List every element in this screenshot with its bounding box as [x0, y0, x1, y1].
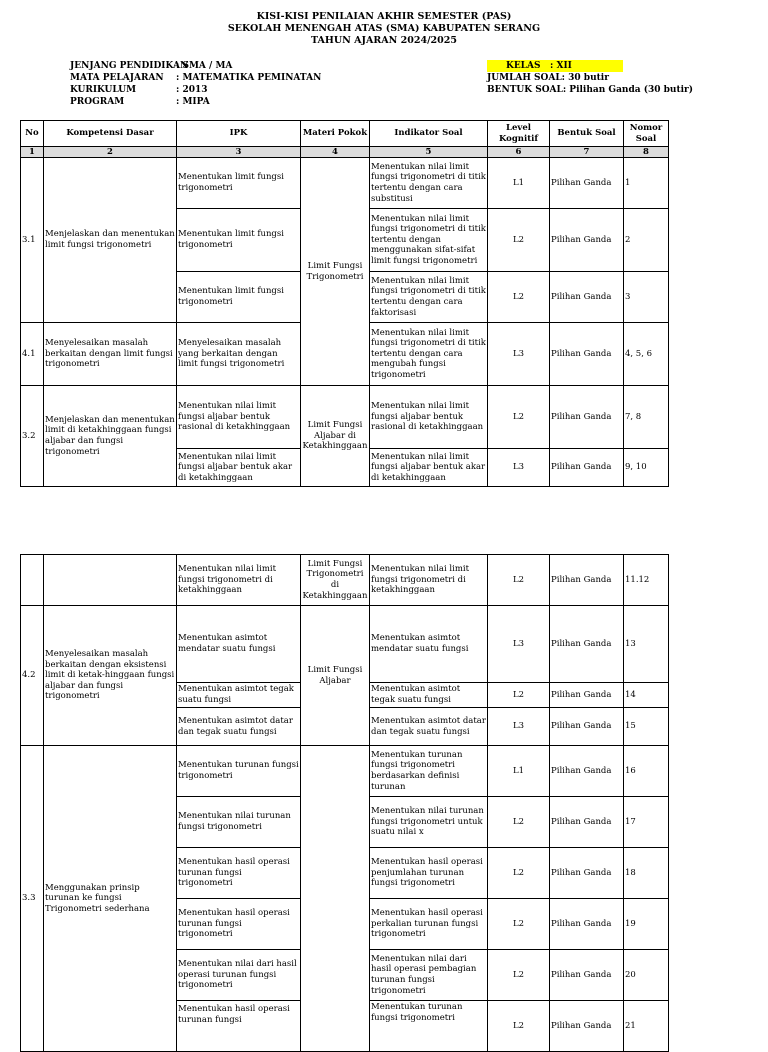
meta-value-jenjang: : SMA / MA [176, 61, 233, 71]
indikator-cell: Menentukan hasil operasi perkalian turunan fungsi trigonometri [370, 899, 488, 950]
kd-text-continued [44, 555, 177, 606]
kisi-table-part-2 [20, 554, 669, 1052]
colnum-7: 7 [550, 147, 624, 158]
meta-label-mapel: MATA PELAJARAN [70, 73, 164, 83]
header-ipk: IPK [177, 121, 301, 147]
ipk-cell: Menentukan nilai turunan fungsi trigonometri [177, 797, 301, 848]
kd-code: 3.1 [21, 158, 44, 323]
level-cell: L2 [488, 1001, 550, 1052]
materi-cell: Limit Fungsi Aljabar [301, 606, 370, 746]
bentuk-cell: Pilihan Ganda [550, 708, 624, 746]
colnum-6: 6 [488, 147, 550, 158]
indikator-cell: Menentukan nilai limit fungsi trigonometri di titik tertentu dengan cara faktorisasi [370, 272, 488, 323]
nomor-cell: 4, 5, 6 [624, 323, 669, 386]
bentuk-cell: Pilihan Ganda [550, 899, 624, 950]
bentuk-cell: Pilihan Ganda [550, 1001, 624, 1052]
nomor-cell: 11.12 [624, 555, 669, 606]
indikator-cell: Menentukan nilai limit fungsi trigonometri di titik tertentu dengan cara mengubah fungsi trigonometri [370, 323, 488, 386]
indikator-cell: Menentukan hasil operasi penjumlahan turunan fungsi trigonometri [370, 848, 488, 899]
nomor-cell: 2 [624, 209, 669, 272]
doc-title: KISI-KISI PENILAIAN AKHIR SEMESTER (PAS) [256, 11, 512, 22]
level-cell: L2 [488, 899, 550, 950]
kd-code: 3.2 [21, 386, 44, 487]
indikator-cell: Menentukan asimtot tegak suatu fungsi [370, 683, 488, 708]
ipk-cell: Menentukan hasil operasi turunan fungsi trigonometri [177, 899, 301, 950]
indikator-cell: Menentukan nilai limit fungsi aljabar bentuk rasional di ketakhinggaan [370, 386, 488, 449]
kd-text: Menyelesaikan masalah berkaitan dengan eksistensi limit di ketak-hinggaan fungsi aljabar dan fungsi trigonometri [44, 606, 177, 746]
indikator-cell: Menentukan nilai limit fungsi trigonometri di titik tertentu dengan menggunakan sifat-sifat limit fungsi trigonometri [370, 209, 488, 272]
level-cell: L2 [488, 386, 550, 449]
meta-value-mapel: : MATEMATIKA PEMINATAN [176, 73, 322, 83]
indikator-cell: Menentukan asimtot datar dan tegak suatu fungsi [370, 708, 488, 746]
header-kd: Kompetensi Dasar [44, 121, 177, 147]
level-cell: L2 [488, 555, 550, 606]
colnum-1: 1 [21, 147, 44, 158]
indikator-cell: Menentukan asimtot mendatar suatu fungsi [370, 606, 488, 683]
ipk-cell: Menentukan nilai limit fungsi aljabar bentuk rasional di ketakhinggaan [177, 386, 301, 449]
bentuk-cell: Pilihan Ganda [550, 272, 624, 323]
doc-school: SEKOLAH MENENGAH ATAS (SMA) KABUPATEN SERANG [227, 23, 541, 34]
doc-year: TAHUN AJARAN 2024/2025 [310, 35, 458, 46]
level-cell: L3 [488, 708, 550, 746]
materi-cell-empty [301, 746, 370, 1052]
indikator-cell: Menentukan nilai turunan fungsi trigonometri untuk suatu nilai x [370, 797, 488, 848]
ipk-cell: Menentukan hasil operasi turunan fungsi [177, 1001, 301, 1052]
level-cell: L1 [488, 158, 550, 209]
bentuk-cell: Pilihan Ganda [550, 555, 624, 606]
kd-text: Menjelaskan dan menentukan limit di ketakhinggaan fungsi aljabar dan fungsi trigonometri [44, 386, 177, 487]
bentuk-cell: Pilihan Ganda [550, 323, 624, 386]
level-cell: L2 [488, 950, 550, 1001]
ipk-cell: Menentukan limit fungsi trigonometri [177, 272, 301, 323]
kd-code-continued [21, 555, 44, 606]
ipk-cell: Menentukan nilai dari hasil operasi turunan fungsi trigonometri [177, 950, 301, 1001]
table-header-row [21, 121, 669, 147]
level-cell: L3 [488, 449, 550, 487]
indikator-cell: Menentukan turunan fungsi trigonometri berdasarkan definisi turunan [370, 746, 488, 797]
level-cell: L3 [488, 323, 550, 386]
kisi-table-part-1 [20, 120, 669, 487]
meta-jumlah-soal: JUMLAH SOAL: 30 butir [487, 73, 609, 83]
header-bentuk: Bentuk Soal [550, 121, 624, 147]
kd-text: Menggunakan prinsip turunan ke fungsi Trigonometri sederhana [44, 746, 177, 1052]
meta-value-kurikulum: : 2013 [176, 85, 208, 95]
bentuk-cell: Pilihan Ganda [550, 746, 624, 797]
table-row [21, 158, 669, 209]
nomor-cell: 14 [624, 683, 669, 708]
table-row [21, 746, 669, 797]
materi-cell: Limit Fungsi Trigonometri [301, 158, 370, 386]
kd-code: 4.2 [21, 606, 44, 746]
meta-value-program: : MIPA [176, 97, 210, 107]
colnum-5: 5 [370, 147, 488, 158]
indikator-cell: Menentukan nilai limit fungsi aljabar bentuk akar di ketakhinggaan [370, 449, 488, 487]
header-materi: Materi Pokok [301, 121, 370, 147]
ipk-cell: Menentukan asimtot datar dan tegak suatu fungsi [177, 708, 301, 746]
table-row [21, 606, 669, 683]
ipk-cell: Menentukan nilai limit fungsi aljabar bentuk akar di ketakhinggaan [177, 449, 301, 487]
indikator-cell: Menentukan nilai limit fungsi trigonometri di ketakhinggaan [370, 555, 488, 606]
table-row [21, 386, 669, 449]
level-cell: L1 [488, 746, 550, 797]
meta-label-kelas: KELAS [506, 61, 541, 71]
nomor-cell: 21 [624, 1001, 669, 1052]
ipk-cell: Menentukan asimtot tegak suatu fungsi [177, 683, 301, 708]
nomor-cell: 1 [624, 158, 669, 209]
kd-text: Menjelaskan dan menentukan limit fungsi trigonometri [44, 158, 177, 323]
indikator-cell: Menentukan nilai limit fungsi trigonometri di titik tertentu dengan cara substitusi [370, 158, 488, 209]
materi-cell: Limit Fungsi Trigonometri di Ketakhinggaan [301, 555, 370, 606]
nomor-cell: 16 [624, 746, 669, 797]
ipk-cell: Menentukan nilai limit fungsi trigonometri di ketakhinggaan [177, 555, 301, 606]
colnum-4: 4 [301, 147, 370, 158]
ipk-cell: Menentukan asimtot mendatar suatu fungsi [177, 606, 301, 683]
colnum-3: 3 [177, 147, 301, 158]
bentuk-cell: Pilihan Ganda [550, 683, 624, 708]
kd-text: Menyelesaikan masalah berkaitan dengan limit fungsi trigonometri [44, 323, 177, 386]
meta-value-kelas: : XII [550, 61, 572, 71]
level-cell: L2 [488, 848, 550, 899]
level-cell: L2 [488, 797, 550, 848]
bentuk-cell: Pilihan Ganda [550, 386, 624, 449]
level-cell: L2 [488, 272, 550, 323]
nomor-cell: 19 [624, 899, 669, 950]
nomor-cell: 15 [624, 708, 669, 746]
kd-code: 4.1 [21, 323, 44, 386]
level-cell: L3 [488, 606, 550, 683]
table-row [21, 555, 669, 606]
bentuk-cell: Pilihan Ganda [550, 848, 624, 899]
ipk-cell: Menentukan limit fungsi trigonometri [177, 209, 301, 272]
nomor-cell: 9, 10 [624, 449, 669, 487]
nomor-cell: 7, 8 [624, 386, 669, 449]
bentuk-cell: Pilihan Ganda [550, 158, 624, 209]
meta-label-jenjang: JENJANG PENDIDIKAN [70, 61, 189, 71]
nomor-cell: 18 [624, 848, 669, 899]
bentuk-cell: Pilihan Ganda [550, 797, 624, 848]
level-cell: L2 [488, 209, 550, 272]
bentuk-cell: Pilihan Ganda [550, 449, 624, 487]
bentuk-cell: Pilihan Ganda [550, 209, 624, 272]
meta-label-kurikulum: KURIKULUM [70, 85, 137, 95]
header-indikator: Indikator Soal [370, 121, 488, 147]
header-nomor: Nomor Soal [624, 121, 669, 147]
colnum-2: 2 [44, 147, 177, 158]
bentuk-cell: Pilihan Ganda [550, 606, 624, 683]
meta-label-program: PROGRAM [70, 97, 125, 107]
header-level: Level Kognitif [488, 121, 550, 147]
ipk-cell: Menentukan hasil operasi turunan fungsi trigonometri [177, 848, 301, 899]
level-cell: L2 [488, 683, 550, 708]
bentuk-cell: Pilihan Ganda [550, 950, 624, 1001]
nomor-cell: 17 [624, 797, 669, 848]
nomor-cell: 20 [624, 950, 669, 1001]
column-number-row [21, 147, 669, 158]
materi-cell: Limit Fungsi Aljabar di Ketakhinggaan [301, 386, 370, 487]
kd-code: 3.3 [21, 746, 44, 1052]
ipk-cell: Menentukan turunan fungsi trigonometri [177, 746, 301, 797]
ipk-cell: Menyelesaikan masalah yang berkaitan dengan limit fungsi trigonometri [177, 323, 301, 386]
indikator-cell: Menentukan turunan fungsi trigonometri [370, 1001, 488, 1052]
ipk-cell: Menentukan limit fungsi trigonometri [177, 158, 301, 209]
indikator-cell: Menentukan nilai dari hasil operasi pembagian turunan fungsi trigonometri [370, 950, 488, 1001]
nomor-cell: 3 [624, 272, 669, 323]
header-no: No [21, 121, 44, 147]
colnum-8: 8 [624, 147, 669, 158]
nomor-cell: 13 [624, 606, 669, 683]
meta-bentuk-soal: BENTUK SOAL: Pilihan Ganda (30 butir) [487, 85, 694, 95]
